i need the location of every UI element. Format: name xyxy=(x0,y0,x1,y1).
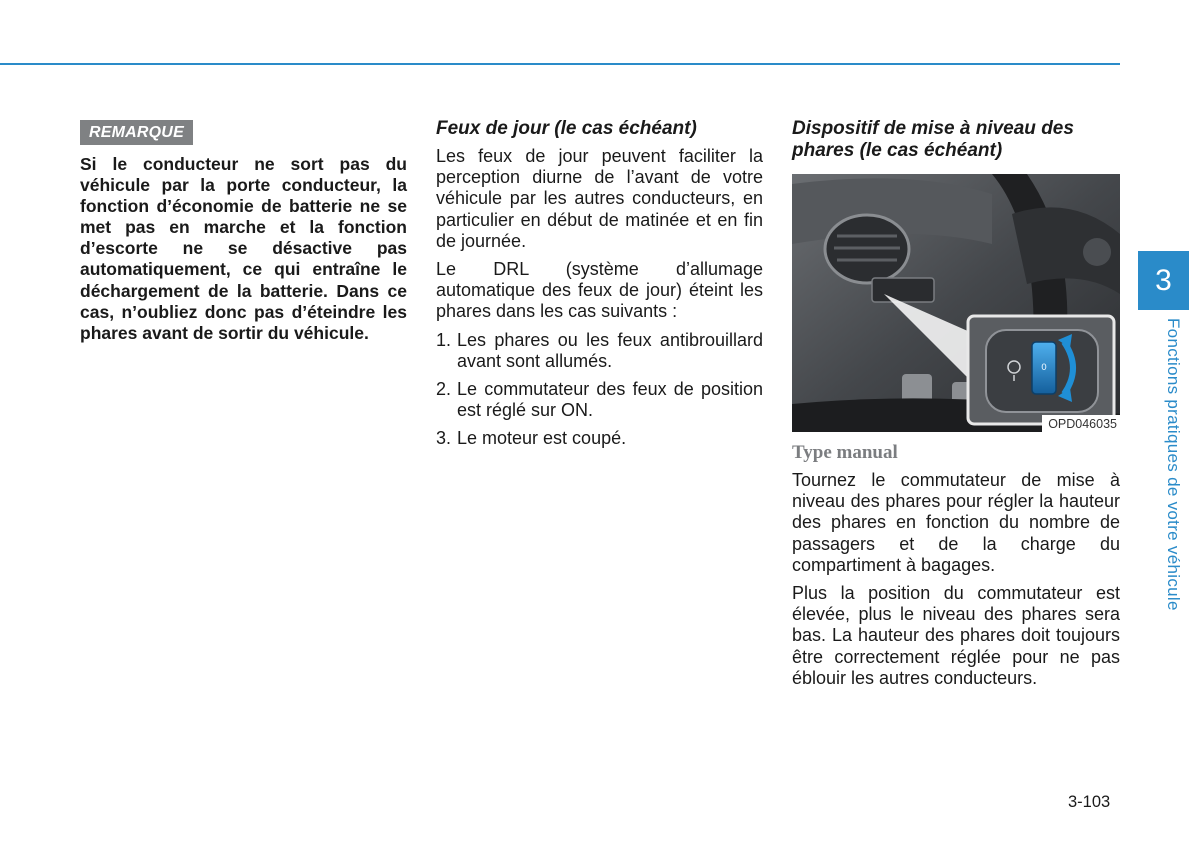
chapter-tab: 3 xyxy=(1138,251,1189,310)
svg-text:0: 0 xyxy=(1041,363,1047,373)
page-number: 3-103 xyxy=(1068,793,1111,811)
list-item-number: 3. xyxy=(436,428,452,449)
list-item xyxy=(436,330,763,372)
leveling-switch-figure xyxy=(792,174,1120,432)
leveling-heading: Dispositif de mise à niveau des phares (le cas échéant) xyxy=(792,118,1074,161)
drl-column xyxy=(436,118,763,457)
drl-heading: Feux de jour (le cas échéant) xyxy=(436,118,697,139)
note-text: Si le conducteur ne sort pas du véhicule par la porte conducteur, la fonction d’économie de batterie ne se met pas en marche et la fonction d’escorte ne se désactive pas automatiquement, ce qui entraîne le déchargement de la batterie. Dans ce cas, n’oubliez donc pas d’éteindre les phares avant de sortir du véhicule. xyxy=(80,154,407,343)
note-column xyxy=(80,118,407,344)
list-item-text: Le moteur est coupé. xyxy=(457,428,627,449)
leveling-column xyxy=(792,118,1120,696)
leveling-paragraph-1: Tournez le commutateur de mise à niveau des phares pour régler la hauteur des phares en fonction du nombre de passagers et de la charge du compartiment à bagages. xyxy=(792,470,1120,575)
leveling-paragraph-2: Plus la position du commutateur est élevée, plus le niveau des phares sera bas. La hauteur des phares doit toujours être correctement réglée pour ne pas éblouir les autres conducteurs. xyxy=(792,583,1120,688)
list-item-text: Les phares ou les feux antibrouillard avant sont allumés. xyxy=(457,329,763,371)
dashboard-illustration xyxy=(792,174,1120,432)
note-badge: REMARQUE xyxy=(80,120,193,145)
list-item-text: Le commutateur des feux de position est réglé sur ON. xyxy=(457,379,763,421)
drl-paragraph-2: Le DRL (système d’allumage automatique des feux de jour) éteint les phares dans les cas suivants : xyxy=(436,259,763,322)
figure-code: OPD046035 xyxy=(1042,415,1120,432)
top-rule xyxy=(0,63,1120,65)
type-manual-label: Type manual xyxy=(792,442,898,463)
drl-conditions-list xyxy=(436,330,763,450)
list-item-number: 1. xyxy=(436,329,452,350)
list-item xyxy=(436,428,763,449)
drl-paragraph-1: Les feux de jour peuvent faciliter la perception diurne de l’avant de votre véhicule par les autres conducteurs, en particulier en début de matinée et en fin de journée. xyxy=(436,146,763,251)
list-item xyxy=(436,379,763,421)
list-item-number: 2. xyxy=(436,379,452,400)
chapter-title: Fonctions pratiques de votre véhicule xyxy=(1164,318,1183,611)
